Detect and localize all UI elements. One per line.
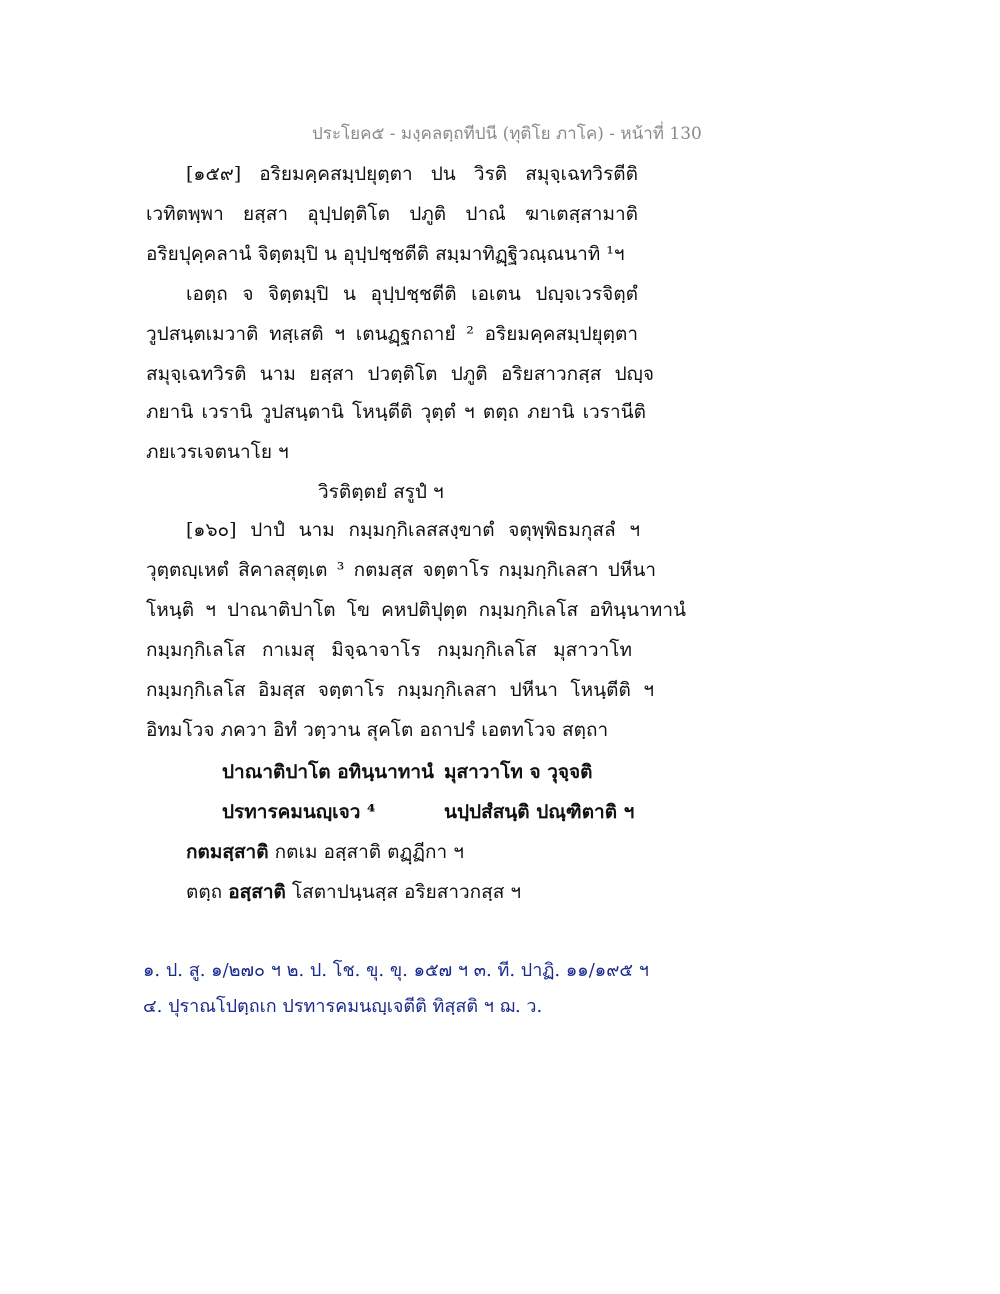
para159-line-7: ภยานิ เวรานิ วูปสนฺตานิ โหนฺตีติ วุตฺตํ ฯ ตตฺถ ภยานิ เวรานีติ bbox=[146, 401, 646, 423]
para160-line-6: อิทมโวจ ภควา อิทํ วตฺวาน สุคโต อถาปรํ เอตทโวจ สตฺถา bbox=[146, 719, 609, 741]
footnote-line-2: ๔. ปุราณโปตฺถเก ปรทารคมนญฺเจตีติ ทิสฺสติ ฯ ฌ. ว. bbox=[143, 996, 543, 1017]
para160-line-4: กมฺมกฺกิเลโส กาเมสุ มิจฺฉาจาโร กมฺมกฺกิเลโส มุสาวาโท bbox=[146, 639, 632, 661]
gloss-2-term: อสฺสาติ bbox=[228, 881, 286, 903]
verse-line-2a: ปรทารคมนญฺเจว ⁴ bbox=[222, 801, 376, 823]
gloss-1-text: กตเม อสฺสาติ ตฏฺฏีกา ฯ bbox=[268, 841, 464, 863]
verse-line-1a: ปาณาติปาโต อทินฺนาทานํ bbox=[222, 761, 435, 783]
footnote-line-1: ๑. ป. สู. ๑/๒๗๐ ฯ ๒. ป. โช. ขุ. ขุ. ๑๕๗ ฯ ๓. ที. ปาฏิ. ๑๑/๑๙๕ ฯ bbox=[143, 960, 649, 981]
section-heading: วิรติตฺตยํ สรูปํ ฯ bbox=[318, 481, 444, 503]
gloss-1-term: กตมสฺสาติ bbox=[186, 841, 269, 863]
gloss-2-text: โสตาปนฺนสฺส อริยสาวกสฺส ฯ bbox=[285, 881, 522, 903]
para159-line-5: วูปสนฺตเมวาติ ทสฺเสติ ฯ เตนฏฺฐกถายํ ² อริยมคฺคสมฺปยุตฺตา bbox=[146, 323, 638, 345]
gloss-line-2 bbox=[186, 878, 521, 906]
para159-line-4: เอตฺถ จ จิตฺตมฺปิ น อุปฺปชฺชตีติ เอเตน ปญฺจเวรจิตฺตํ bbox=[186, 283, 638, 305]
para160-line-1: [๑๖๐] ปาปํ นาม กมฺมกฺกิเลสสงฺขาตํ จตุพฺพิธมกุสลํ ฯ bbox=[186, 519, 640, 541]
para160-line-2: วุตฺตญฺเหตํ สิคาลสุตฺเต ³ กตมสฺส จตฺตาโร กมฺมกฺกิเลสา ปหีนา bbox=[146, 559, 656, 581]
para160-line-3: โหนฺติ ฯ ปาณาติปาโต โข คหปติปุตฺต กมฺมกฺกิเลโส อทินฺนาทานํ bbox=[146, 599, 686, 621]
verse-line-2b: นปฺปสํสนฺติ ปณฺฑิตาติ ฯ bbox=[444, 801, 635, 823]
gloss-2-lead: ตตฺถ bbox=[186, 881, 229, 903]
para159-line-3: อริยปุคฺคลานํ จิตฺตมฺปิ น อุปฺปชฺชตีติ สมฺมาทิฏฺฐิวณฺณนาทิ ¹ฯ bbox=[146, 243, 625, 265]
para159-line-6: สมุจฺเฉทวิรติ นาม ยสฺสา ปวตฺติโต ปภูติ อริยสาวกสฺส ปญฺจ bbox=[146, 363, 654, 385]
para159-line-1: [๑๕๙] อริยมคฺคสมฺปยุตฺตา ปน วิรติ สมุจฺเฉทวิรตีติ bbox=[186, 163, 638, 185]
verse-line-1b: มุสาวาโท จ วุจฺจติ bbox=[444, 761, 593, 783]
para159-line-8: ภยเวรเจตนาโย ฯ bbox=[146, 441, 289, 463]
para159-line-2: เวทิตพฺพา ยสฺสา อุปฺปตฺติโต ปภูติ ปาณํ ฆาเตสฺสามาติ bbox=[146, 203, 638, 225]
running-head: ประโยค๕ - มงฺคลตฺถทีปนี (ทุติโย ภาโค) - หน้าที่ 130 bbox=[312, 124, 702, 144]
para160-line-5: กมฺมกฺกิเลโส อิมสฺส จตฺตาโร กมฺมกฺกิเลสา ปหีนา โหนฺตีติ ฯ bbox=[146, 679, 654, 701]
gloss-line-1 bbox=[186, 838, 464, 866]
